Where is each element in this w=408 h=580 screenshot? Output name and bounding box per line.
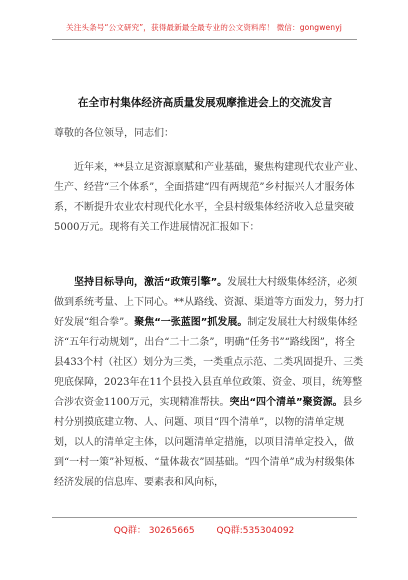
section-heading: 坚持目标导向，激活“政策引擎”。 [74, 277, 228, 288]
paragraph-intro: 近年来，**县立足资源禀赋和产业基础，聚焦构建现代农业产业、生产、经营“三个体系”，全面搭建“四有两规范”乡村振兴人才服务体系，不断提升农业农村现代化水平，全县村级集体经济收入总量突破5000万元。现将有关工作进展情况汇报如下： [54, 162, 364, 233]
paragraph-text: 发展壮大村级集体经济，必须做到系统考量、上下同心。**从路线、资源、渠道等方面发力，努力打好发展“组合拳”。 [54, 277, 364, 328]
subsection-heading-four-lists: 突出“四个清单”聚资源。 [229, 397, 343, 408]
footer [50, 523, 358, 536]
paragraph-policy-engine [54, 273, 364, 493]
header-divider [52, 39, 357, 40]
footer-divider [52, 517, 357, 518]
salutation: 尊敬的各位领导，同志们： [54, 128, 174, 139]
footer-qq-group-2: QQ群:535304092 [216, 526, 295, 536]
document-title: 在全市村集体经济高质量发展观摩推进会上的交流发言 [77, 97, 333, 109]
paragraph-text: 制定发展壮大村级集体经济“五年行动规划”，出台“二十二条”，明确“任务书”“路线图”，将全县433个村（社区）划分为三类，一类重点示范、二类巩固提升、三类兜底保障，2023年在11个县投入县直单位政策、资金、项目，统筹整合涉农资金1100万元，实现精准帮扶。 [54, 317, 364, 408]
header-banner: 关注头条号“公文研究”，获得最新最全最专业的公文资料库！ 微信：gongwenyj [66, 23, 342, 32]
paragraph-text: 县乡村分别摸底建立物、人、问题、项目“四个清单”，以物的清单定规划，以人的清单定主体，以问题清单定措施，以项目清单定投入，做到“一村一策”补短板、“量体裁衣”固基础。“四个清单”成为村级集体经济发展的信息库、要素表和风向标， [54, 397, 363, 488]
subsection-heading-blueprint: 聚焦“一张蓝图”抓发展。 [134, 317, 248, 328]
footer-qq-group-1: QQ群： 30265665 [113, 526, 195, 536]
